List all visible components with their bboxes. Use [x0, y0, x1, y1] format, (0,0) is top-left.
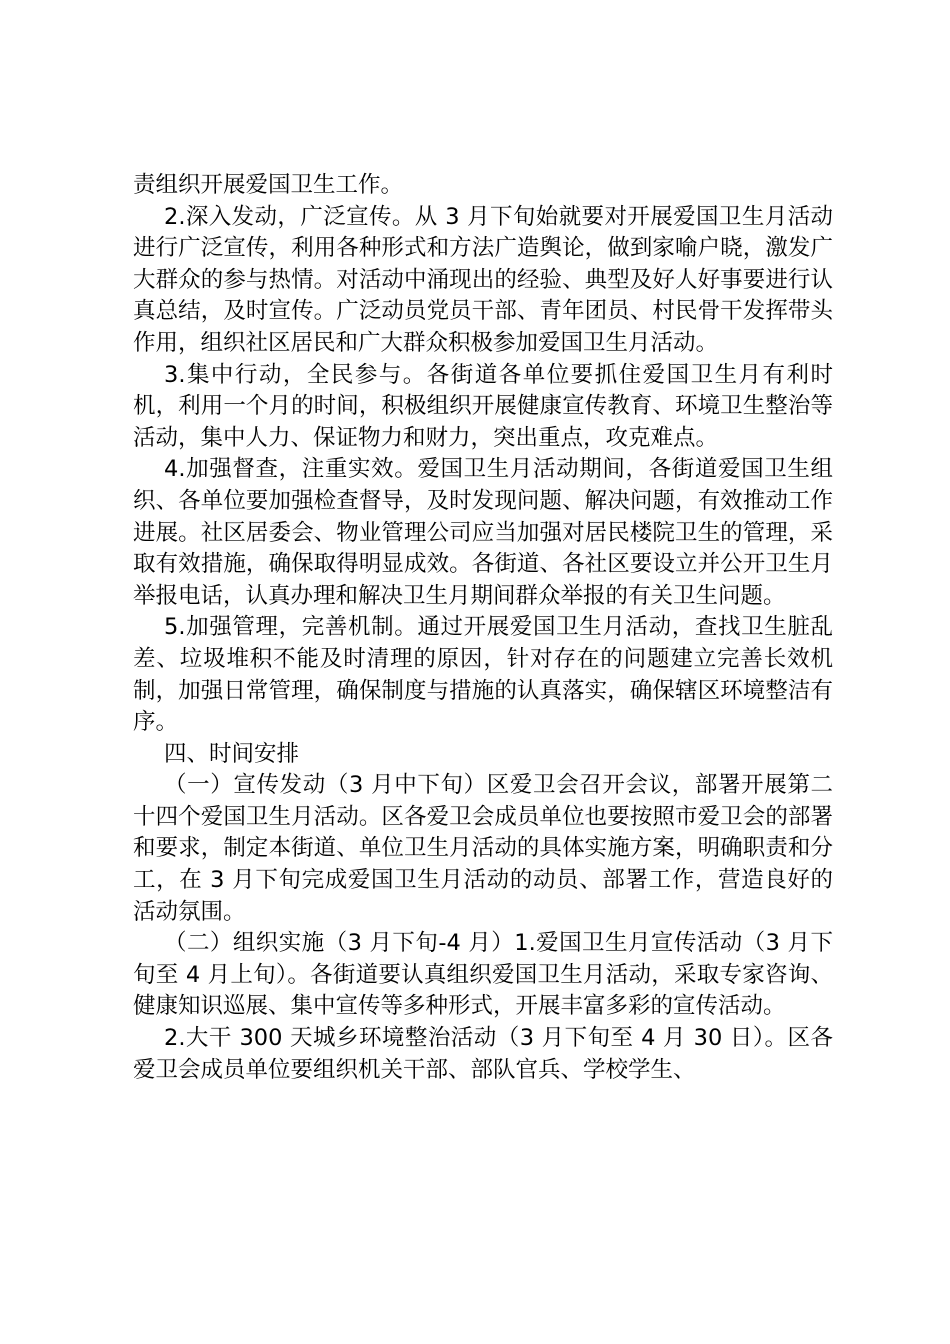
paragraph-phase-2-implementation: （二）组织实施（3 月下旬-4 月）1.爱国卫生月宣传活动（3 月下旬至 4 月上旬）。各街道要认真组织爱国卫生月活动，采取专家咨询、健康知识巡展、集中宣传等多种形式，开展丰富多彩的宣传活动。	[133, 930, 833, 1020]
paragraph-item-2-environment: 2.大干 300 天城乡环境整治活动（3 月下旬至 4 月 30 日）。区各爱卫会成员单位要组织机关干部、部队官兵、学校学生、	[133, 1025, 833, 1083]
document-body	[133, 170, 833, 1086]
section-heading-schedule: 四、时间安排	[164, 740, 300, 767]
paragraph-item-5-management: 5.加强管理，完善机制。通过开展爱国卫生月活动，查找卫生脏乱差、垃圾堆积不能及时清理的原因，针对存在的问题建立完善长效机制，加强日常管理，确保制度与措施的认真落实，确保辖区环境整洁有序。	[133, 614, 833, 736]
paragraph-phase-1-mobilization: （一）宣传发动（3 月中下旬）区爱卫会召开会议，部署开展第二十四个爱国卫生月活动。区各爱卫会成员单位也要按照市爱卫会的部署和要求，制定本街道、单位卫生月活动的具体实施方案，明确职责和分工，在 3 月下旬完成爱国卫生月活动的动员、部署工作，营造良好的活动氛围。	[133, 772, 833, 925]
paragraph-item-4-supervision: 4.加强督查，注重实效。爱国卫生月活动期间，各街道爱国卫生组织、各单位要加强检查督导，及时发现问题、解决问题，有效推动工作进展。社区居委会、物业管理公司应当加强对居民楼院卫生的管理，采取有效措施，确保取得明显成效。各街道、各社区要设立并公开卫生月举报电话，认真办理和解决卫生月期间群众举报的有关卫生问题。	[133, 456, 833, 609]
paragraph-continuation: 责组织开展爱国卫生工作。	[133, 172, 404, 198]
paragraph-item-2-publicity: 2.深入发动，广泛宣传。从 3 月下旬始就要对开展爱国卫生月活动进行广泛宣传，利用各种形式和方法广造舆论，做到家喻户晓，激发广大群众的参与热情。对活动中涌现出的经验、典型及好人好事要进行认真总结，及时宣传。广泛动员党员干部、青年团员、村民骨干发挥带头作用，组织社区居民和广大群众积极参加爱国卫生月活动。	[133, 203, 833, 356]
paragraph-item-3-action: 3.集中行动，全民参与。各街道各单位要抓住爱国卫生月有利时机，利用一个月的时间，积极组织开展健康宣传教育、环境卫生整治等活动，集中人力、保证物力和财力，突出重点，攻克难点。	[133, 361, 833, 451]
